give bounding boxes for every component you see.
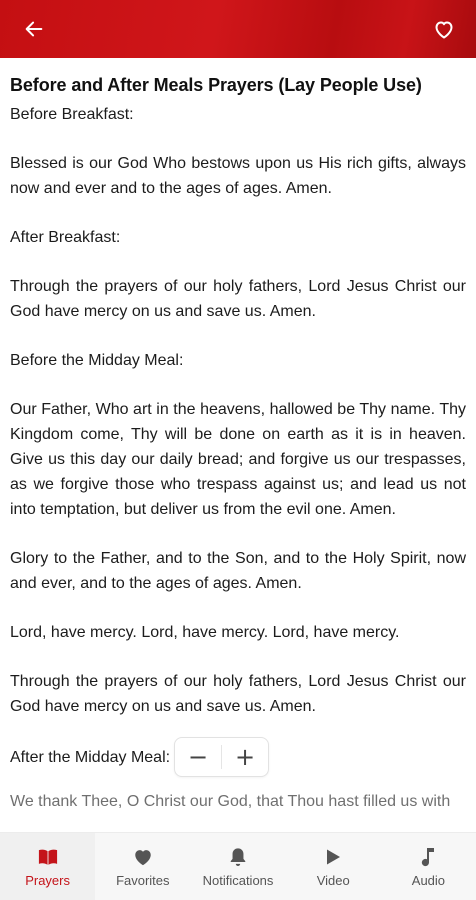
section-heading: Before the Midday Meal: bbox=[10, 352, 184, 369]
heart-icon bbox=[132, 845, 154, 869]
nav-label: Audio bbox=[411, 873, 446, 888]
zoom-in-button[interactable]: + bbox=[235, 743, 256, 771]
favorite-button[interactable] bbox=[430, 15, 458, 43]
nav-audio[interactable] bbox=[381, 833, 476, 900]
nav-label: Favorites bbox=[116, 873, 170, 888]
nav-favorites[interactable] bbox=[95, 833, 190, 900]
section-heading: After the Midday Meal: bbox=[10, 748, 171, 766]
cut-off-text bbox=[10, 787, 466, 810]
play-icon bbox=[324, 845, 342, 869]
music-note-icon bbox=[419, 845, 437, 869]
section-heading: Before Breakfast: bbox=[10, 106, 134, 123]
section-heading: After Breakfast: bbox=[10, 229, 121, 246]
prayer-text-partial: We thank Thee, O Christ our God, that Thou hast filled us with bbox=[10, 793, 451, 810]
bell-icon bbox=[228, 845, 248, 869]
nav-video[interactable] bbox=[286, 833, 381, 900]
zoom-row bbox=[10, 737, 466, 777]
nav-label: Video bbox=[316, 873, 350, 888]
prayer-text: Blessed is our God Who bestows upon us His rich gifts, always now and ever and to the ages of ages. Amen. bbox=[10, 155, 466, 197]
prayer-text: Glory to the Father, and to the Son, and to the Holy Spirit, now and ever, and to the ages of ages. Amen. bbox=[10, 550, 466, 592]
book-icon bbox=[37, 845, 59, 869]
text-zoom-controls bbox=[174, 737, 269, 777]
arrow-left-icon bbox=[23, 18, 45, 40]
nav-label: Notifications bbox=[202, 873, 274, 888]
page-title: Before and After Meals Prayers (Lay People Use) bbox=[10, 75, 422, 95]
nav-prayers[interactable] bbox=[0, 833, 95, 900]
prayer-text: Through the prayers of our holy fathers, Lord Jesus Christ our God have mercy on us and save us. Amen. bbox=[10, 278, 466, 320]
bottom-navigation bbox=[0, 832, 476, 900]
prayer-text: Our Father, Who art in the heavens, hallowed be Thy name. Thy Kingdom come, Thy will be done on earth as it is in heaven. Give us this day our daily bread; and forgive us our trespasses, as we forgive those who trespass against us; and lead us not into temptation, but deliver us from the evil one. Amen. bbox=[10, 401, 466, 518]
nav-label: Prayers bbox=[25, 873, 70, 888]
prayer-content[interactable] bbox=[0, 58, 476, 832]
prayer-text: Lord, have mercy. Lord, have mercy. Lord, have mercy. bbox=[10, 624, 400, 641]
app-bar bbox=[0, 0, 476, 58]
heart-outline-icon bbox=[432, 17, 456, 41]
back-button[interactable] bbox=[20, 15, 48, 43]
prayer-text: Through the prayers of our holy fathers, Lord Jesus Christ our God have mercy on us and save us. Amen. bbox=[10, 673, 466, 715]
zoom-out-button[interactable]: − bbox=[188, 743, 209, 771]
nav-notifications[interactable] bbox=[190, 833, 285, 900]
